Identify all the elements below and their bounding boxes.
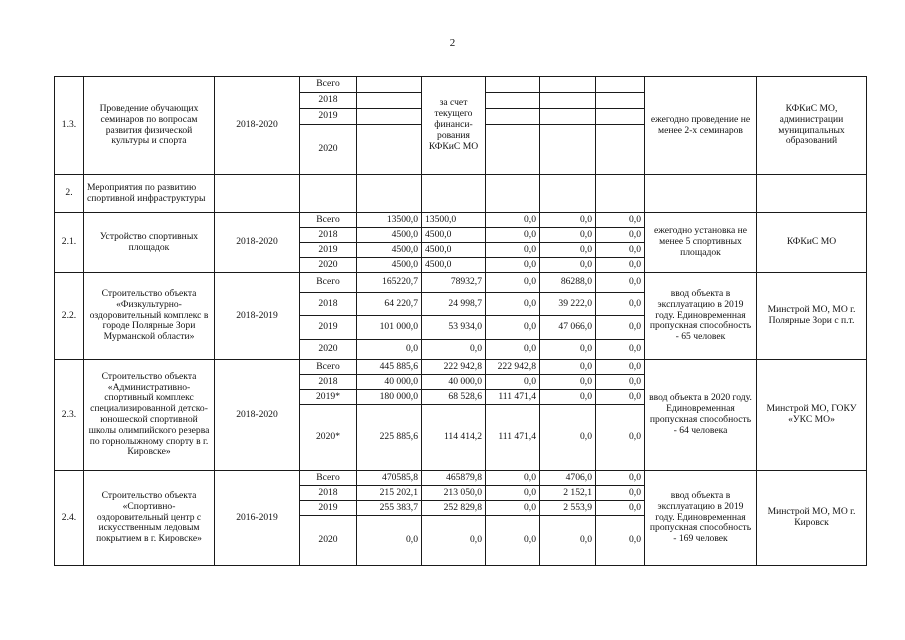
- year-cell: 2020: [300, 340, 357, 360]
- value-cell: 0,0: [596, 405, 645, 471]
- value-cell: 0,0: [540, 360, 596, 375]
- total-cell: 165220,7: [357, 273, 422, 293]
- value-cell: 0,0: [486, 486, 540, 501]
- empty-cell: [215, 175, 300, 213]
- value-cell: 68 528,6: [422, 390, 486, 405]
- year-cell: 2020: [300, 258, 357, 273]
- empty-cell: [596, 175, 645, 213]
- measure-name: Устройство спортивных площадок: [84, 213, 215, 273]
- value-cell: 0,0: [486, 375, 540, 390]
- value-cell: 0,0: [596, 293, 645, 316]
- period: 2018-2020: [215, 77, 300, 175]
- total-cell: [357, 125, 422, 175]
- total-cell: 445 885,6: [357, 360, 422, 375]
- value-cell: 213 050,0: [422, 486, 486, 501]
- row-number: 1.3.: [55, 77, 84, 175]
- value-cell: 40 000,0: [422, 375, 486, 390]
- value-cell: 0,0: [596, 471, 645, 486]
- year-cell: 2020*: [300, 405, 357, 471]
- year-cell: Всего: [300, 213, 357, 228]
- table-row: [55, 175, 867, 213]
- measure-name: Строительство объекта «Административно-спортивный комплекс специализированной детско-юношеской спортивной школы олимпийского резерва по горнолыжному спорту в г. Кировске»: [84, 360, 215, 471]
- year-cell: 2020: [300, 516, 357, 566]
- total-cell: 180 000,0: [357, 390, 422, 405]
- value-cell: 0,0: [596, 360, 645, 375]
- year-cell: 2018: [300, 93, 357, 109]
- executor: Минстрой МО, МО г. Полярные Зори с п.т.: [757, 273, 867, 360]
- year-cell: 2020: [300, 125, 357, 175]
- row-number: 2.1.: [55, 213, 84, 273]
- value-cell: [596, 109, 645, 125]
- table-row: [55, 360, 867, 375]
- empty-cell: [422, 175, 486, 213]
- value-cell: 24 998,7: [422, 293, 486, 316]
- value-cell: 13500,0: [422, 213, 486, 228]
- year-cell: Всего: [300, 273, 357, 293]
- total-cell: 215 202,1: [357, 486, 422, 501]
- total-cell: 101 000,0: [357, 316, 422, 340]
- value-cell: [596, 93, 645, 109]
- empty-cell: [357, 175, 422, 213]
- value-cell: 0,0: [596, 228, 645, 243]
- total-cell: 225 885,6: [357, 405, 422, 471]
- row-number: 2.: [55, 175, 84, 213]
- value-cell: 0,0: [596, 243, 645, 258]
- value-cell: 78932,7: [422, 273, 486, 293]
- value-cell: [540, 109, 596, 125]
- value-cell: 86288,0: [540, 273, 596, 293]
- row-number: 2.3.: [55, 360, 84, 471]
- empty-cell: [486, 175, 540, 213]
- value-cell: 114 414,2: [422, 405, 486, 471]
- total-cell: 255 383,7: [357, 501, 422, 516]
- year-cell: 2019: [300, 109, 357, 125]
- total-cell: 0,0: [357, 516, 422, 566]
- value-cell: 465879,8: [422, 471, 486, 486]
- value-cell: 0,0: [486, 501, 540, 516]
- value-cell: 222 942,8: [422, 360, 486, 375]
- value-cell: 0,0: [596, 390, 645, 405]
- value-cell: [486, 93, 540, 109]
- value-cell: 0,0: [540, 258, 596, 273]
- year-cell: 2019: [300, 501, 357, 516]
- value-cell: 0,0: [486, 293, 540, 316]
- value-cell: 2 152,1: [540, 486, 596, 501]
- indicator: ввод объекта в эксплуатацию в 2019 году. Единовременная пропускная способность - 65 человек: [645, 273, 757, 360]
- table-row: [55, 213, 867, 228]
- value-cell: 4706,0: [540, 471, 596, 486]
- indicator: ввод объекта в эксплуатацию в 2019 году. Единовременная пропускная способность - 169 человек: [645, 471, 757, 566]
- total-cell: 40 000,0: [357, 375, 422, 390]
- empty-cell: [540, 175, 596, 213]
- measure-name: Строительство объекта «Физкультурно-оздоровительный комплекс в городе Полярные Зори Мурманской области»: [84, 273, 215, 360]
- total-cell: 470585,8: [357, 471, 422, 486]
- indicator: ввод объекта в 2020 году. Единовременная пропускная способность - 64 человека: [645, 360, 757, 471]
- value-cell: 0,0: [486, 340, 540, 360]
- value-cell: [540, 93, 596, 109]
- value-cell: 4500,0: [422, 243, 486, 258]
- table-row: [55, 77, 867, 93]
- period: 2018-2020: [215, 360, 300, 471]
- value-cell: 0,0: [540, 340, 596, 360]
- measure-name: Проведение обучающих семинаров по вопросам развития физической культуры и спорта: [84, 77, 215, 175]
- year-cell: 2019: [300, 316, 357, 340]
- value-cell: 111 471,4: [486, 405, 540, 471]
- value-cell: 0,0: [540, 228, 596, 243]
- value-cell: 39 222,0: [540, 293, 596, 316]
- value-cell: 0,0: [540, 243, 596, 258]
- year-cell: 2018: [300, 228, 357, 243]
- section-name: Мероприятия по развитию спортивной инфраструктуры: [84, 175, 215, 213]
- empty-cell: [757, 175, 867, 213]
- value-cell: [486, 109, 540, 125]
- value-cell: 0,0: [596, 516, 645, 566]
- indicator: ежегодно установка не менее 5 спортивных площадок: [645, 213, 757, 273]
- total-cell: [357, 93, 422, 109]
- value-cell: 222 942,8: [486, 360, 540, 375]
- executor: КФКиС МО: [757, 213, 867, 273]
- year-cell: Всего: [300, 77, 357, 93]
- value-cell: [540, 125, 596, 175]
- total-cell: 4500,0: [357, 228, 422, 243]
- value-cell: 0,0: [422, 516, 486, 566]
- period: 2016-2019: [215, 471, 300, 566]
- year-cell: 2018: [300, 293, 357, 316]
- value-cell: [540, 77, 596, 93]
- year-cell: Всего: [300, 360, 357, 375]
- year-cell: 2018: [300, 375, 357, 390]
- year-cell: 2019: [300, 243, 357, 258]
- total-cell: 0,0: [357, 340, 422, 360]
- value-cell: 0,0: [486, 316, 540, 340]
- value-cell: 4500,0: [422, 258, 486, 273]
- value-cell: 4500,0: [422, 228, 486, 243]
- total-cell: 64 220,7: [357, 293, 422, 316]
- value-cell: 0,0: [596, 273, 645, 293]
- total-cell: 4500,0: [357, 243, 422, 258]
- value-cell: 53 934,0: [422, 316, 486, 340]
- value-cell: 111 471,4: [486, 390, 540, 405]
- value-cell: [596, 77, 645, 93]
- value-cell: 0,0: [486, 516, 540, 566]
- total-cell: [357, 109, 422, 125]
- executor: КФКиС МО, администрации муниципальных образований: [757, 77, 867, 175]
- executor: Минстрой МО, ГОКУ «УКС МО»: [757, 360, 867, 471]
- value-cell: 0,0: [486, 228, 540, 243]
- table-row: [55, 471, 867, 486]
- executor: Минстрой МО, МО г. Кировск: [757, 471, 867, 566]
- value-cell: 2 553,9: [540, 501, 596, 516]
- value-cell: 0,0: [486, 258, 540, 273]
- value-cell: 252 829,8: [422, 501, 486, 516]
- value-cell: [596, 125, 645, 175]
- table-row: [55, 273, 867, 293]
- value-cell: 0,0: [486, 243, 540, 258]
- funding-source: за счет текущего финанси-рования КФКиС МО: [422, 77, 486, 175]
- value-cell: 0,0: [486, 471, 540, 486]
- value-cell: 0,0: [596, 213, 645, 228]
- year-cell: Всего: [300, 471, 357, 486]
- total-cell: 4500,0: [357, 258, 422, 273]
- value-cell: 0,0: [596, 486, 645, 501]
- period: 2018-2019: [215, 273, 300, 360]
- value-cell: 0,0: [540, 213, 596, 228]
- value-cell: 0,0: [596, 340, 645, 360]
- value-cell: 47 066,0: [540, 316, 596, 340]
- row-number: 2.2.: [55, 273, 84, 360]
- empty-cell: [300, 175, 357, 213]
- total-cell: 13500,0: [357, 213, 422, 228]
- program-table: [54, 76, 867, 566]
- value-cell: 0,0: [596, 316, 645, 340]
- period: 2018-2020: [215, 213, 300, 273]
- year-cell: 2018: [300, 486, 357, 501]
- value-cell: 0,0: [540, 375, 596, 390]
- value-cell: 0,0: [540, 390, 596, 405]
- page-number: 2: [449, 37, 456, 49]
- empty-cell: [645, 175, 757, 213]
- value-cell: 0,0: [596, 501, 645, 516]
- value-cell: 0,0: [596, 375, 645, 390]
- value-cell: [486, 77, 540, 93]
- value-cell: 0,0: [486, 213, 540, 228]
- value-cell: 0,0: [486, 273, 540, 293]
- row-number: 2.4.: [55, 471, 84, 566]
- total-cell: [357, 77, 422, 93]
- value-cell: 0,0: [540, 405, 596, 471]
- indicator: ежегодно проведение не менее 2-х семинаров: [645, 77, 757, 175]
- value-cell: 0,0: [596, 258, 645, 273]
- value-cell: [486, 125, 540, 175]
- value-cell: 0,0: [540, 516, 596, 566]
- measure-name: Строительство объекта «Спортивно-оздоровительный центр с искусственным ледовым покрытием в г. Кировске»: [84, 471, 215, 566]
- year-cell: 2019*: [300, 390, 357, 405]
- value-cell: 0,0: [422, 340, 486, 360]
